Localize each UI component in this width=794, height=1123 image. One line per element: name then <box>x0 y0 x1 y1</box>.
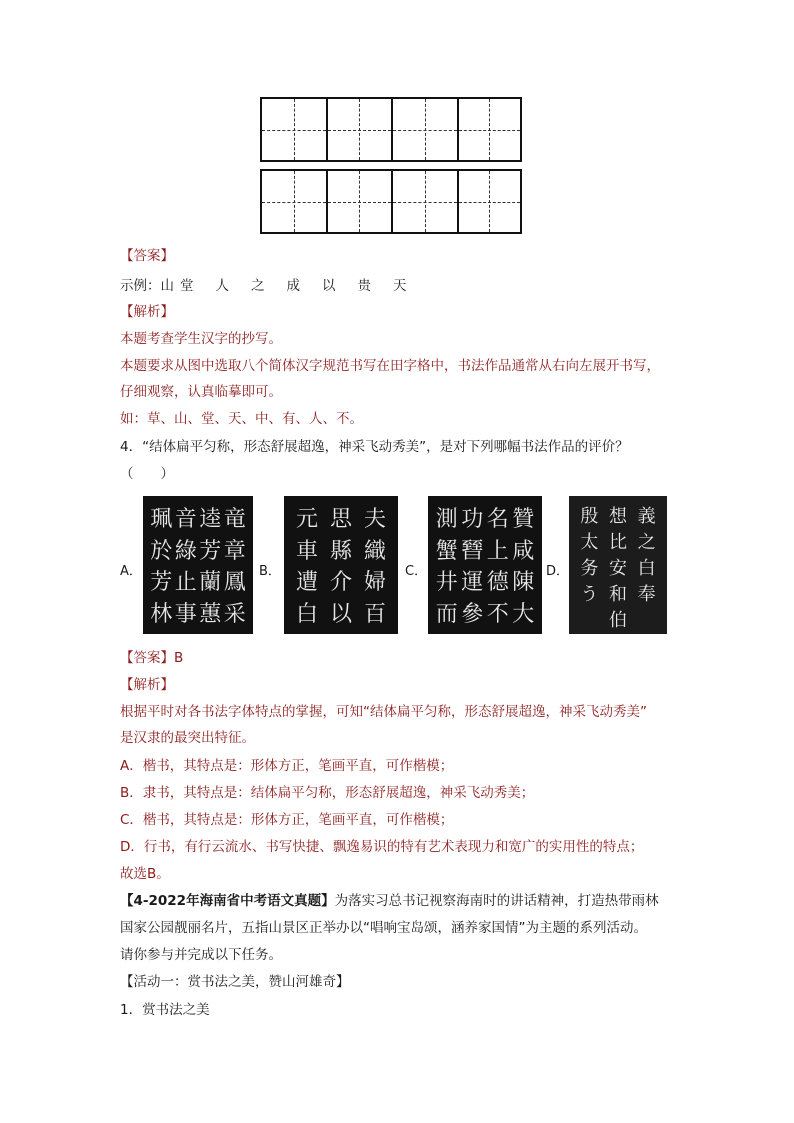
option-a-label: A． <box>120 564 142 579</box>
calligraphy-char: 遭 <box>296 570 319 596</box>
calligraphy-char: 車 <box>296 538 319 564</box>
q4-analysis-1: 根据平时对各书法字体特点的掌握，可知“结体扁平匀称，形态舒展超逸，神采飞动秀美” <box>120 704 647 720</box>
calligraphy-char: 章 <box>223 538 246 564</box>
answer-char: 堂 <box>180 278 194 294</box>
calligraphy-char: 百 <box>364 601 387 627</box>
calligraphy-char: 義 <box>637 506 656 527</box>
tianzige-row-2 <box>260 169 522 234</box>
option-a-image <box>143 496 253 634</box>
q4-analysis-tag: 【解析】 <box>120 677 174 693</box>
option-d-label: D． <box>546 564 570 579</box>
answer-char: 天 <box>393 278 407 294</box>
option-d-image <box>569 496 667 634</box>
calligraphy-char: 功 <box>461 507 484 533</box>
calligraphy-char: 安 <box>609 558 628 579</box>
q3-analysis-1: 本题考查学生汉字的抄写。 <box>120 331 282 347</box>
calligraphy-char: 大 <box>512 601 535 627</box>
calligraphy-char: 上 <box>486 538 509 564</box>
q3-answer-line <box>120 276 429 296</box>
calligraphy-char: 不 <box>486 601 509 627</box>
calligraphy-char: 陳 <box>512 570 535 596</box>
tianzige-cell <box>260 169 326 234</box>
q4-stem-1: 4．“结体扁平匀称，形态舒展超逸，神采飞动秀美”，是对下列哪幅书法作品的评价？ <box>120 439 629 455</box>
q5-task-1: 1．赏书法之美 <box>120 1002 210 1018</box>
calligraphy-char: 想 <box>609 506 628 527</box>
answer-char: 成 <box>286 278 300 294</box>
calligraphy-char: 蟹 <box>435 538 458 564</box>
option-b-image <box>284 496 398 634</box>
q3-analysis-3: 仔细观察，认真临摹即可。 <box>120 384 282 400</box>
calligraphy-char: 奉 <box>637 584 656 605</box>
q4-analysis-2: 是汉隶的最突出特征。 <box>120 730 255 746</box>
calligraphy-char: 太 <box>580 532 599 553</box>
q3-analysis-2: 本题要求从图中选取八个简体汉字规范书写在田字格中，书法作品通常从右向左展开书写， <box>120 358 660 374</box>
option-b-label: B． <box>259 564 281 579</box>
tianzige-cell <box>391 97 457 162</box>
calligraphy-char: 介 <box>330 570 353 596</box>
calligraphy-char: 思 <box>330 507 353 533</box>
calligraphy-char: 采 <box>223 601 246 627</box>
q5-source-tag: 【4-2022年海南省中考语文真题】 <box>120 893 335 909</box>
calligraphy-char: う <box>580 584 599 605</box>
q3-answer-tag: 【答案】 <box>120 248 174 264</box>
tianzige-cell <box>326 169 392 234</box>
calligraphy-char: 比 <box>609 532 628 553</box>
calligraphy-char: 逵 <box>199 507 222 533</box>
calligraphy-char: 芳 <box>150 570 173 596</box>
calligraphy-char: 㬜 <box>461 538 484 564</box>
calligraphy-char: 測 <box>435 507 458 533</box>
calligraphy-char: 綠 <box>174 538 197 564</box>
calligraphy-char: 蘭 <box>199 570 222 596</box>
answer-char: 之 <box>251 278 265 294</box>
calligraphy-char: 名 <box>486 507 509 533</box>
calligraphy-char: 婦 <box>364 570 387 596</box>
q4-option-b-explain: B．隶书，其特点是：结体扁平匀称，形态舒展超逸，神采飞动秀美； <box>120 785 535 801</box>
calligraphy-char: 井 <box>435 570 458 596</box>
tianzige-cell <box>260 97 326 162</box>
q4-answer: 【答案】B <box>120 650 184 666</box>
q4-option-c-explain: C．楷书，其特点是：形体方正，笔画平直，可作楷模； <box>120 812 454 828</box>
calligraphy-char: 運 <box>461 570 484 596</box>
calligraphy-char: 之 <box>637 532 656 553</box>
q5-activity-title: 【活动一：赏书法之美，赞山河雄奇】 <box>120 974 350 990</box>
calligraphy-char: 縣 <box>330 538 353 564</box>
calligraphy-char: 音 <box>174 507 197 533</box>
option-c-label: C． <box>405 564 428 579</box>
calligraphy-char: 事 <box>174 601 197 627</box>
answer-char: 以 <box>322 278 336 294</box>
tianzige-cell <box>391 169 457 234</box>
calligraphy-char: 於 <box>150 538 173 564</box>
calligraphy-char: 止 <box>174 570 197 596</box>
calligraphy-char: 殷 <box>580 506 599 527</box>
q5-intro-2: 国家公园靓丽名片，五指山景区正举办以“唱响宝岛颂，涵养家国情”为主题的系列活动。 <box>120 920 647 936</box>
calligraphy-char: 林 <box>150 601 173 627</box>
q5-intro-3: 请你参与并完成以下任务。 <box>120 947 282 963</box>
q5-intro-line-1 <box>120 891 659 911</box>
q3-answer-prefix: 示例： <box>120 278 161 294</box>
calligraphy-char: 白 <box>296 601 319 627</box>
tianzige-row-1 <box>260 97 522 162</box>
q4-option-a-explain: A．楷书，其特点是：形体方正，笔画平直，可作楷模； <box>120 758 454 774</box>
calligraphy-char: 白 <box>637 558 656 579</box>
calligraphy-char: 德 <box>486 570 509 596</box>
calligraphy-char: 元 <box>296 507 319 533</box>
tianzige-cell <box>457 169 523 234</box>
calligraphy-char: 珮 <box>150 507 173 533</box>
option-c-image <box>428 496 542 634</box>
q5-intro-1: 为落实习总书记视察海南时的讲话精神，打造热带雨林 <box>334 893 659 909</box>
calligraphy-char: 而 <box>435 601 458 627</box>
calligraphy-char: 贊 <box>512 507 535 533</box>
q3-analysis-4: 如：草、山、堂、天、中、有、人、不。 <box>120 411 363 427</box>
tianzige-cell <box>326 97 392 162</box>
answer-char: 人 <box>215 278 229 294</box>
answer-char: 山 <box>160 278 174 294</box>
calligraphy-char: 伯 <box>609 610 628 631</box>
calligraphy-char: 和 <box>609 584 628 605</box>
calligraphy-char: 鳳 <box>223 570 246 596</box>
q3-analysis-tag: 【解析】 <box>120 304 174 320</box>
answer-char: 贵 <box>357 278 371 294</box>
calligraphy-char: 參 <box>461 601 484 627</box>
calligraphy-char: 芳 <box>199 538 222 564</box>
calligraphy-char: 竜 <box>223 507 246 533</box>
q4-conclusion: 故选B。 <box>120 866 170 882</box>
q4-option-d-explain: D．行书，有行云流水、书写快捷、飘逸易识的特有艺术表现力和宽广的实用性的特点； <box>120 839 644 855</box>
calligraphy-char: 織 <box>364 538 387 564</box>
calligraphy-char: 咸 <box>512 538 535 564</box>
calligraphy-char: 蕙 <box>199 601 222 627</box>
calligraphy-char: 务 <box>580 558 599 579</box>
calligraphy-char: 夫 <box>364 507 387 533</box>
calligraphy-char: 以 <box>330 601 353 627</box>
tianzige-cell <box>457 97 523 162</box>
q4-stem-2: （ ） <box>120 466 174 482</box>
